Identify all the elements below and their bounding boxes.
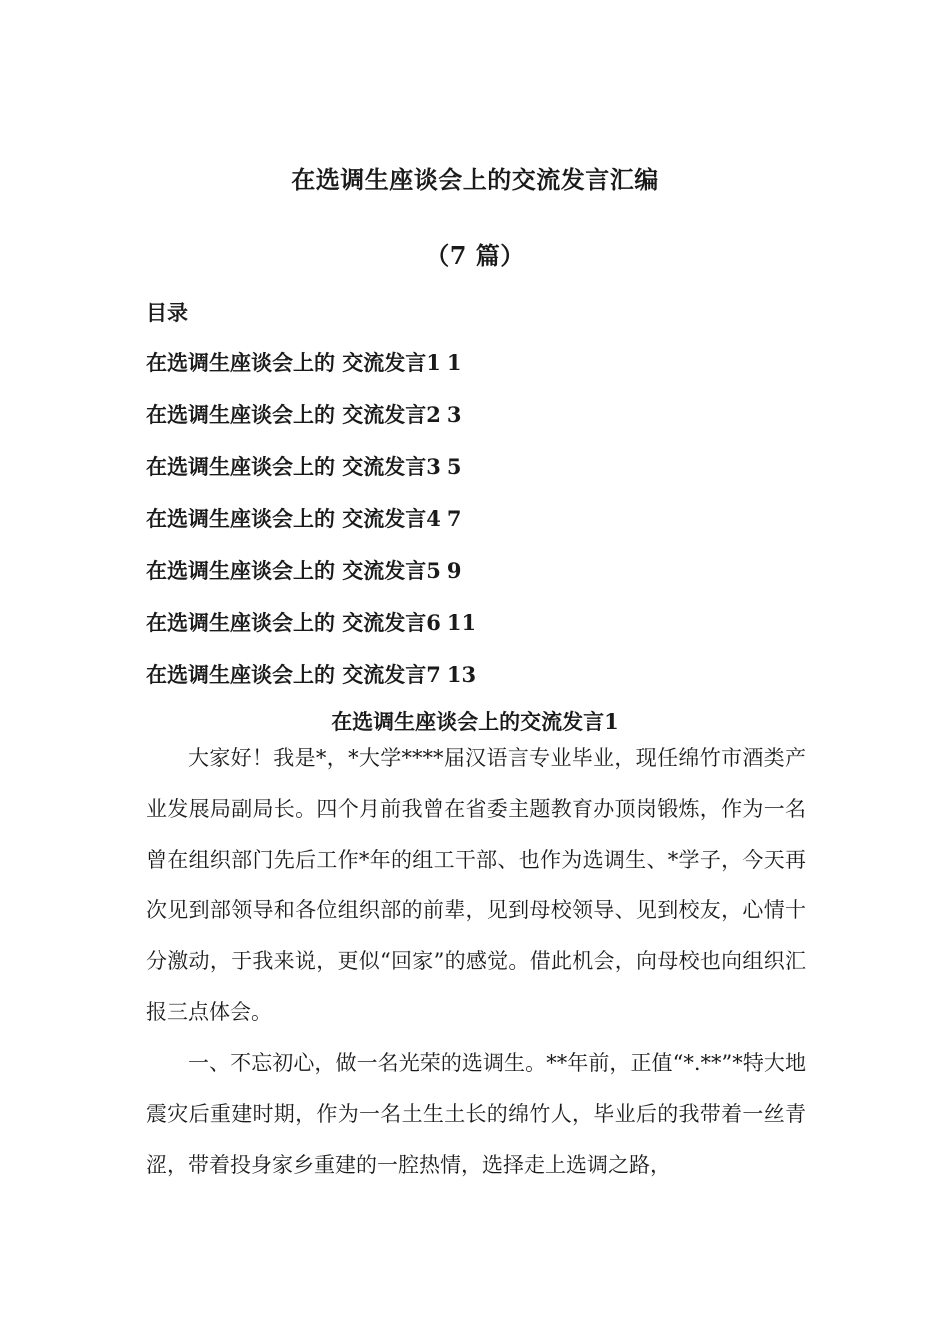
table-of-contents xyxy=(146,347,476,711)
toc-item xyxy=(146,607,476,659)
toc-item-label: 在选调生座谈会上的 交流发言1 xyxy=(146,350,441,375)
section-heading: 在选调生座谈会上的交流发言1 xyxy=(331,709,619,734)
toc-item xyxy=(146,451,476,503)
document-title: 在选调生座谈会上的交流发言汇编 xyxy=(291,165,659,194)
toc-item xyxy=(146,659,476,711)
toc-item-page: 3 xyxy=(446,402,462,427)
toc-item-label: 在选调生座谈会上的 交流发言7 xyxy=(146,662,441,687)
toc-item xyxy=(146,347,476,399)
toc-item-page: 13 xyxy=(446,662,477,687)
toc-item-label: 在选调生座谈会上的 交流发言2 xyxy=(146,402,441,427)
toc-item-label: 在选调生座谈会上的 交流发言6 xyxy=(146,610,441,635)
toc-item xyxy=(146,399,476,451)
toc-item-page: 1 xyxy=(446,350,462,375)
body-paragraph: 一、不忘初心，做一名光荣的选调生。**年前，正值“*.**”*特大地震灾后重建时期，作为一名土生土长的绵竹人，毕业后的我带着一丝青涩，带着投身家乡重建的一腔热情，选择走上选调之路， xyxy=(146,1051,806,1177)
toc-item xyxy=(146,555,476,607)
body-paragraph: 大家好！我是*，*大学****届汉语言专业毕业，现任绵竹市酒类产业发展局副局长。四个月前我曾在省委主题教育办顶岗锻炼，作为一名曾在组织部门先后工作*年的组工干部、也作为选调生、*学子，今天再次见到部领导和各位组织部的前辈，见到母校领导、见到校友，心情十分激动，于我来说，更似“回家”的感觉。借此机会，向母校也向组织汇报三点体会。 xyxy=(146,746,806,1024)
toc-item xyxy=(146,503,476,555)
document-subtitle: （7 篇） xyxy=(425,241,525,270)
toc-item-label: 在选调生座谈会上的 交流发言5 xyxy=(146,558,441,583)
toc-item-label: 在选调生座谈会上的 交流发言3 xyxy=(146,454,441,479)
toc-heading: 目录 xyxy=(146,300,188,325)
toc-item-page: 11 xyxy=(446,610,477,635)
toc-item-page: 7 xyxy=(446,506,462,531)
toc-item-label: 在选调生座谈会上的 交流发言4 xyxy=(146,506,441,531)
toc-item-page: 9 xyxy=(446,558,462,583)
toc-item-page: 5 xyxy=(446,454,462,479)
